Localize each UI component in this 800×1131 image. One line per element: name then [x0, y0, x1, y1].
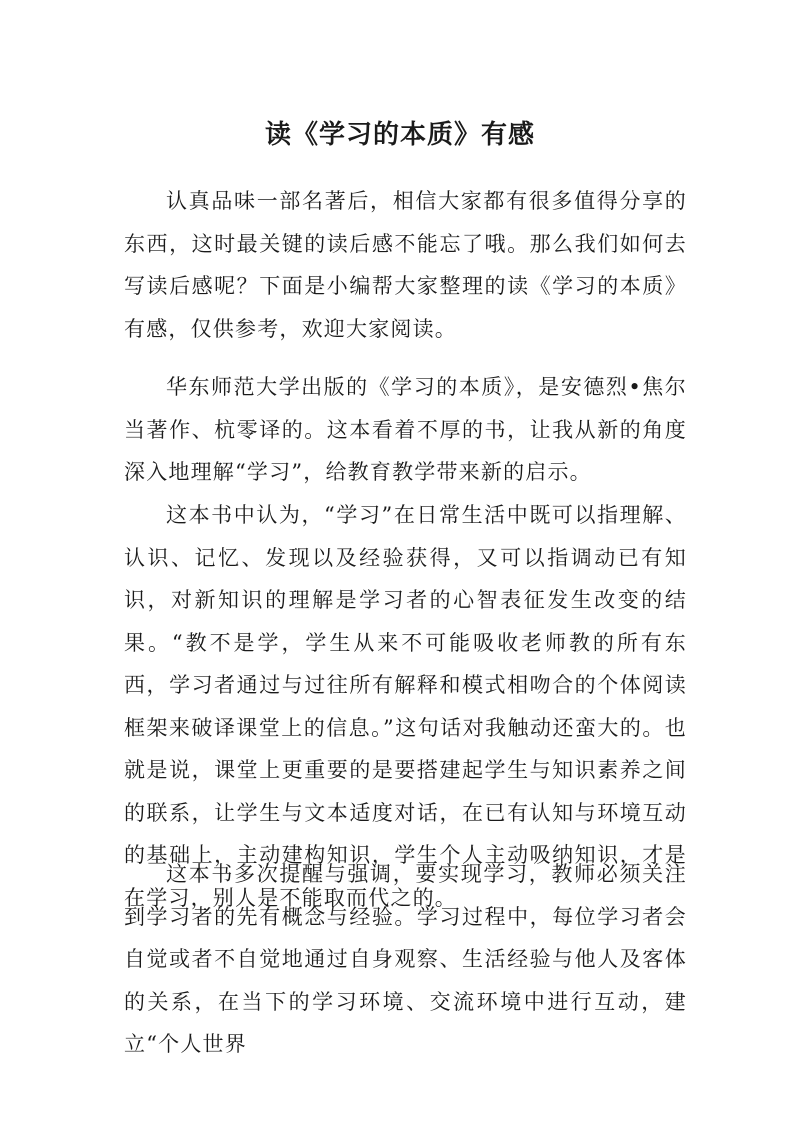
document-title: 读《学习的本质》有感 [264, 120, 535, 151]
body-paragraph-2: 这本书中认为，“学习”在日常生活中既可以指理解、认识、记忆、发现以及经验获得，又可以指调动已有知识，对新知识的理解是学习者的心智表征发生改变的结果。“教不是学，学生从来不可能吸收老师教的所有东西，学习者通过与过往所有解释和模式相吻合的个体阅读框架来破译课堂上的信息。”这句话对我触动还蛮大的。也就是说，课堂上更重要的是要搭建起学生与知识素养之间的联系，让学生与文本适度对话，在已有认知与环境互动的基础上，主动建构知识，学生个人主动吸纳知识，才是在学习，别人是不能取而代之的。 [124, 503, 687, 910]
body-paragraph-3: 这本书多次提醒与强调，要实现学习，教师必须关注到学习者的先有概念与经验。学习过程中，每位学习者会自觉或者不自觉地通过自身观察、生活经验与他人及客体的关系，在当下的学习环境、交流环境中进行互动，建立“个人世界 [124, 862, 687, 1056]
intro-paragraph: 认真品味一部名著后，相信大家都有很多值得分享的东西，这时最关键的读后感不能忘了哦。那么我们如何去写读后感呢？下面是小编帮大家整理的读《学习的本质》有感，仅供参考，欢迎大家阅读。 [124, 189, 687, 341]
body-paragraph-1: 华东师范大学出版的《学习的本质》，是安德烈•焦尔当著作、杭零译的。这本看着不厚的书，让我从新的角度深入地理解“学习”，给教育教学带来新的启示。 [124, 375, 687, 484]
